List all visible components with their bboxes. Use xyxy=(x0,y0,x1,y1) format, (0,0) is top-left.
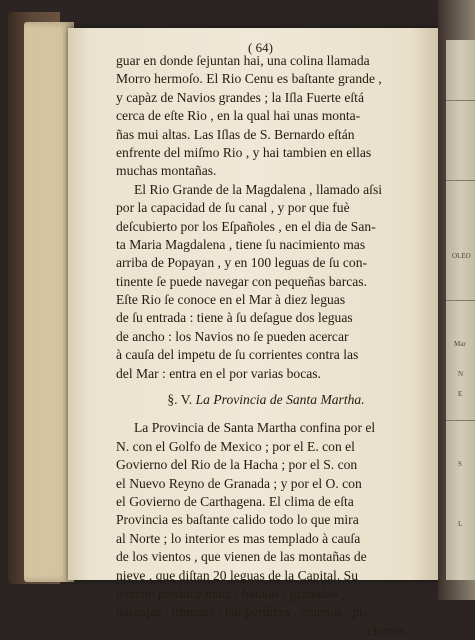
text-line: El Rio Grande de la Magdalena , llamado aſsi xyxy=(134,181,383,197)
folded-map-edge xyxy=(446,40,475,580)
page-number: ( 64) xyxy=(248,40,273,55)
map-label: Mar xyxy=(454,340,466,348)
map-label: L xyxy=(458,520,463,528)
map-label: S xyxy=(458,460,462,468)
text-line: del Mar : entra en el por varias bocas. xyxy=(116,365,321,381)
text-line: cerca de eſte Rio , en la qual hai unas monta- xyxy=(116,108,361,124)
text-line: y capàz de Navios grandes ; la Iſla Fuerte eſtá xyxy=(116,89,364,105)
map-label: OLEO xyxy=(452,252,471,260)
text-line: deſcubierto por los Eſpañoles , en el dia de San- xyxy=(116,218,376,234)
page-text xyxy=(116,52,416,640)
text-line: guar en donde ſejuntan hai, una colina llamada xyxy=(116,53,370,68)
text-line: N. con el Golfo de Mexico ; por el E. con el xyxy=(116,438,355,454)
page-edges xyxy=(24,22,74,582)
text-line: Eſte Rio ſe conoce en el Mar à diez leguas xyxy=(116,292,346,308)
text-line: de ancho : los Navios no ſe pueden acercar xyxy=(116,328,349,344)
text-line: tinente ſe puede navegar con pequeñas barcas. xyxy=(116,273,367,289)
section-number: §. V. xyxy=(167,392,193,408)
text-line: ñas mui altas. Las Iſlas de S. Bernardo eſtán xyxy=(116,126,355,142)
text-line: Provincia es baſtante calido todo lo que mira xyxy=(116,512,359,528)
text-line: muchas montañas. xyxy=(116,163,217,179)
text-line: el Govierno de Carthagena. El clima de eſta xyxy=(116,493,354,509)
map-label: N xyxy=(458,370,464,378)
text-line: Morro hermoſo. El Rio Cenu es baſtante grande , xyxy=(116,71,382,87)
text-line: Govierno del Rio de la Hacha ; por el S. con xyxy=(116,457,358,473)
text-line: La Provincia de Santa Martha confina por el xyxy=(134,420,376,436)
text-line: el Nuevo Reyno de Granada ; y por el O. con xyxy=(116,475,362,491)
text-line: à cauſa del impetu de ſu corrientes contra las xyxy=(116,347,359,363)
map-label: E xyxy=(458,390,463,398)
text-line: ta Maria Magdalena , tiene ſu nacimiento mas xyxy=(116,236,366,252)
text-line: de los vientos , que vienen de las montañas de xyxy=(116,549,367,565)
catchword: chones ; xyxy=(367,622,412,638)
text-line: nieve , que diſtan 20 leguas de la Capital. Su xyxy=(116,567,358,583)
text-line: al Norte ; lo interior es mas templado à cauſa xyxy=(116,530,361,546)
section-title: La Provincia de Santa Martha. xyxy=(195,392,365,408)
text-line: naranjas , limones ; hai perdices , conejos , pi- xyxy=(116,604,368,620)
text-line: terreno produce maiz ; batatas , granadas , xyxy=(116,585,346,601)
section-heading xyxy=(116,391,416,409)
text-line: enfrente del miſmo Rio , y hai tambien en ellas xyxy=(116,144,372,160)
text-line: por la capacidad de ſu canal , y por que fuè xyxy=(116,200,350,216)
text-line: arriba de Popayan , y en 100 leguas de ſu con- xyxy=(116,255,368,271)
text-line: de ſu entrada : tiene à ſu deſague dos leguas xyxy=(116,310,353,326)
